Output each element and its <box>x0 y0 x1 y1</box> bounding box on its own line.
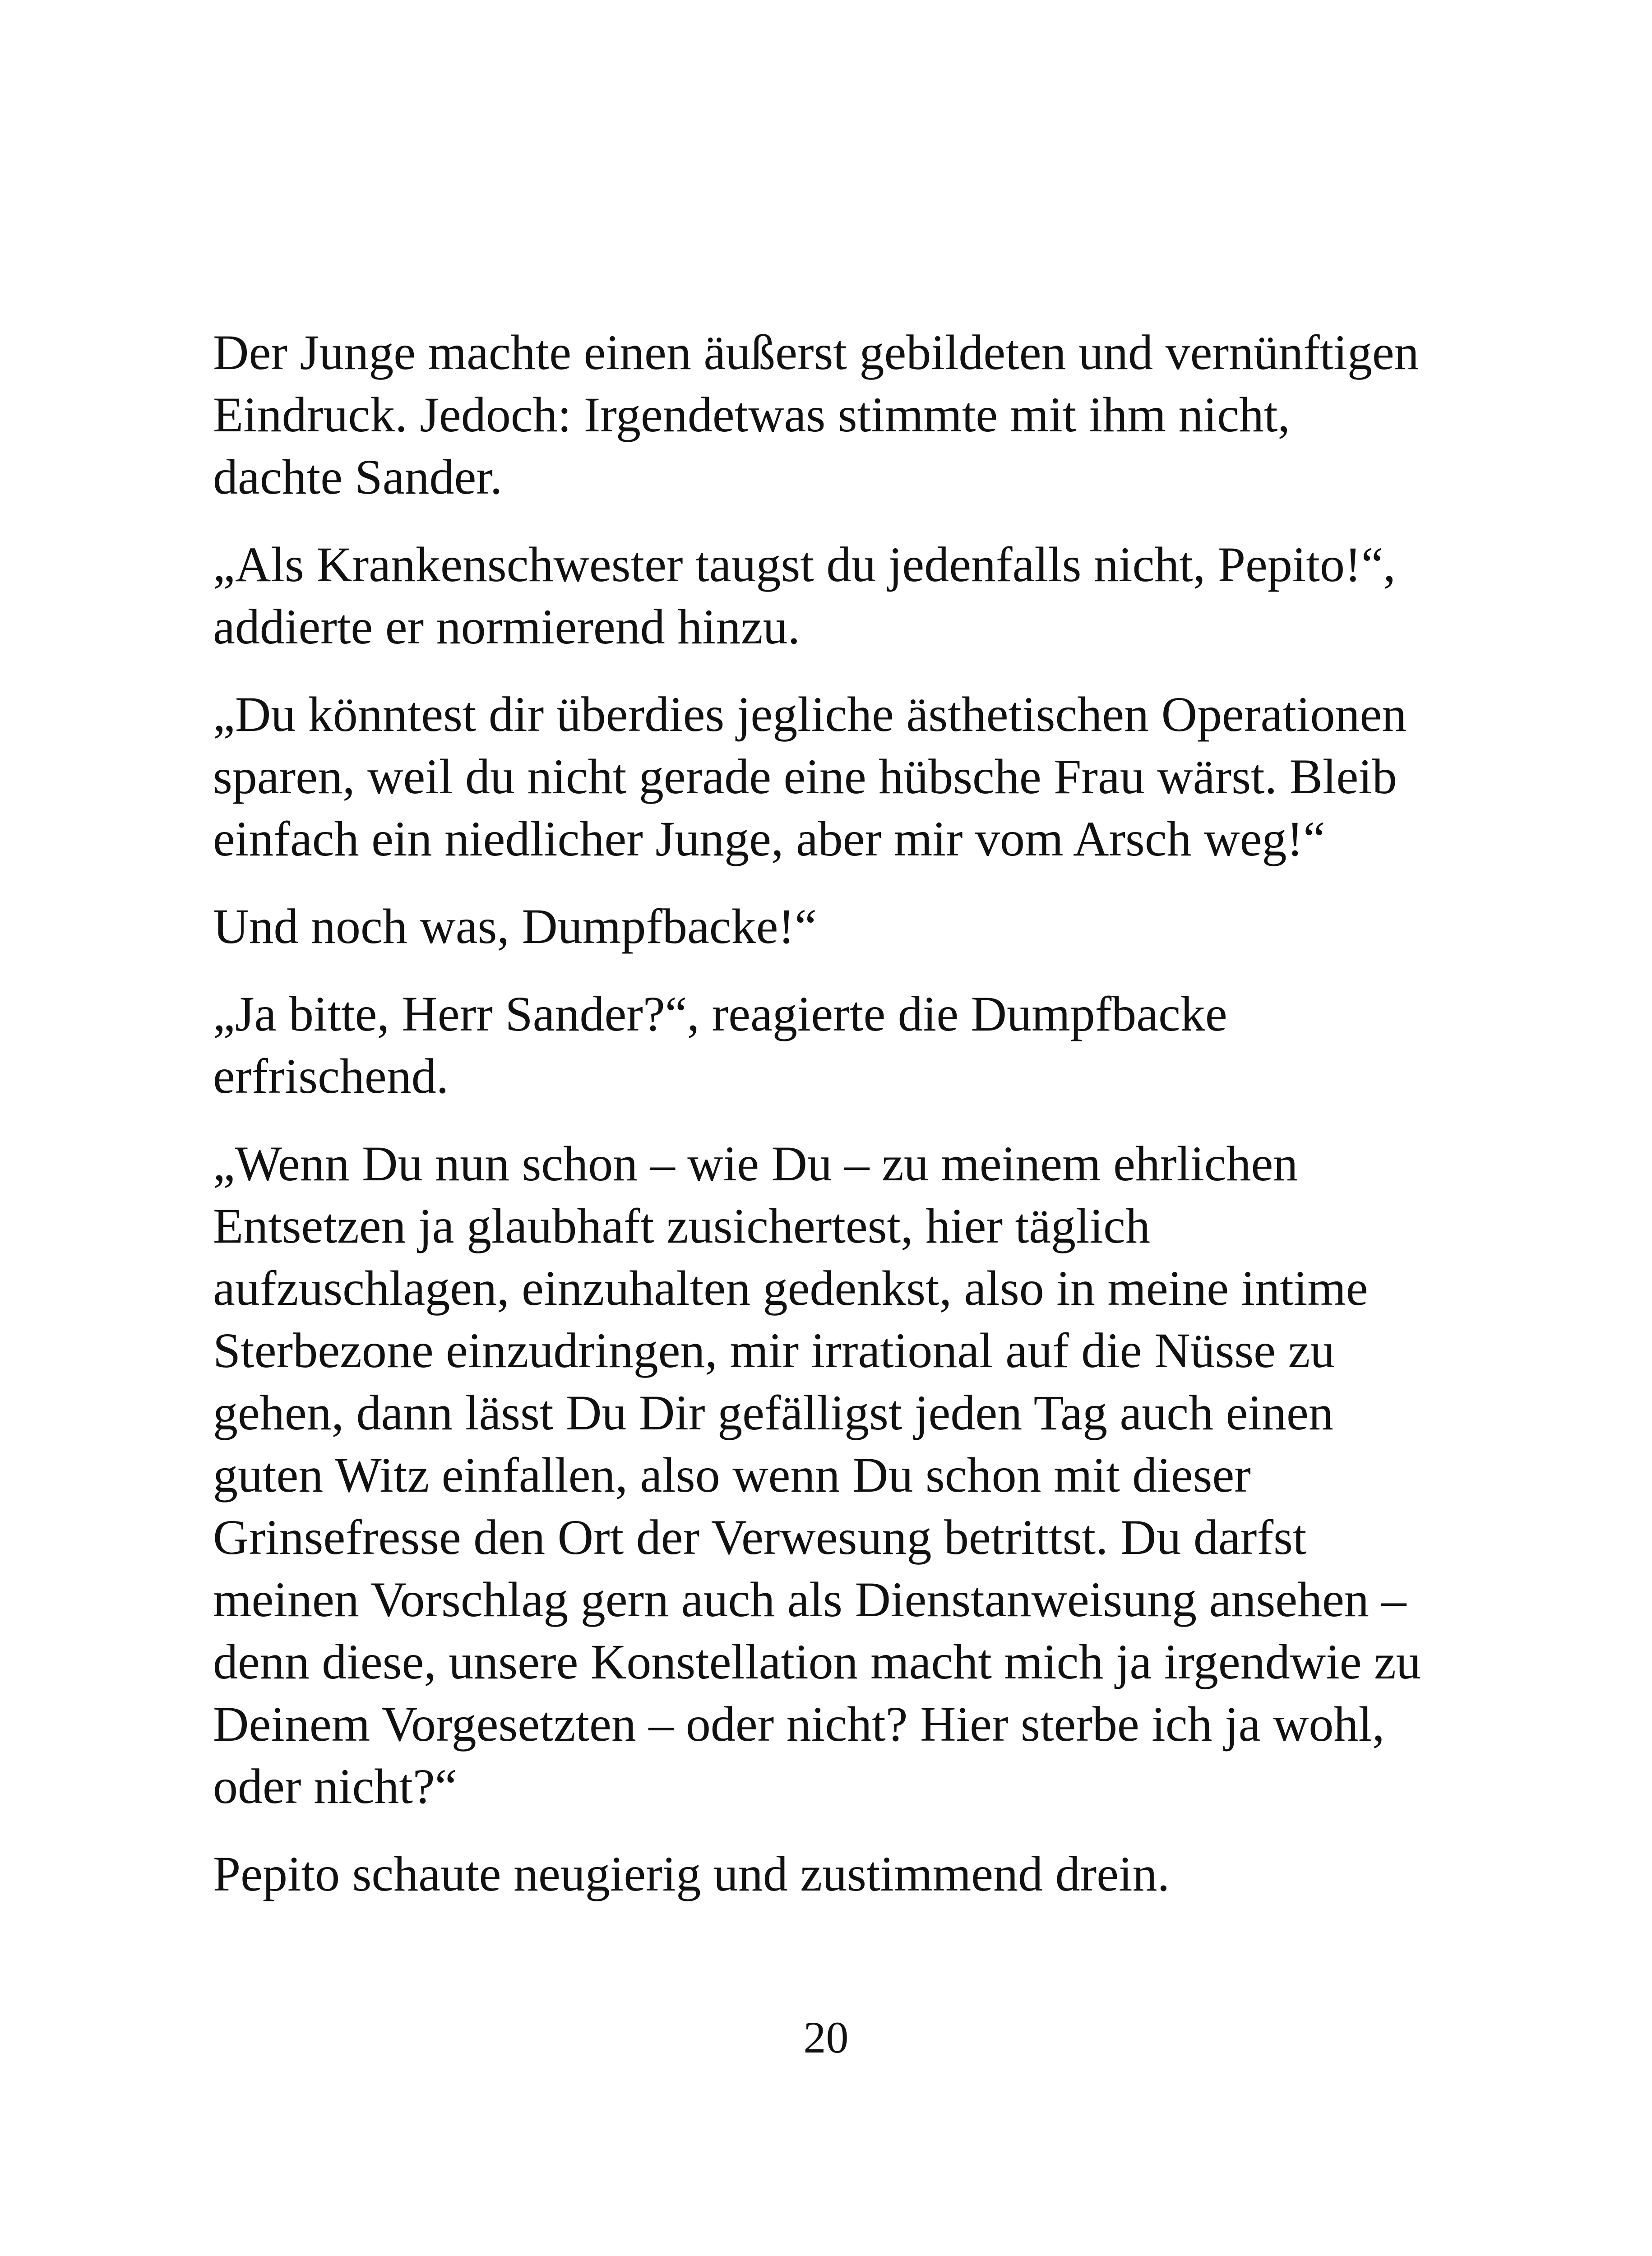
text-line: einfach ein niedlicher Junge, aber mir vom Arsch weg!“ <box>213 811 1325 866</box>
text-line: Sterbezone einzudringen, mir irrational auf die Nüsse zu <box>213 1323 1335 1378</box>
text-line: dachte Sander. <box>213 449 503 504</box>
paragraph <box>213 321 1504 508</box>
text-line: Der Junge machte einen äußerst gebildeten und vernünftigen <box>213 325 1419 380</box>
text-line: „Ja bitte, Herr Sander?“, reagierte die Dumpfbacke <box>213 986 1227 1041</box>
text-line: Pepito schaute neugierig und zustimmend drein. <box>213 1846 1170 1901</box>
body-text <box>213 321 1504 1930</box>
paragraph <box>213 1133 1504 1817</box>
paragraph <box>213 533 1504 658</box>
text-line: „Du könntest dir überdies jegliche ästhetischen Operationen <box>213 687 1407 742</box>
text-line: aufzuschlagen, einzuhalten gedenkst, also in meine intime <box>213 1261 1368 1316</box>
paragraph <box>213 1843 1504 1905</box>
text-line: meinen Vorschlag gern auch als Dienstanweisung ansehen – <box>213 1572 1407 1627</box>
text-line: guten Witz einfallen, also wenn Du schon mit dieser <box>213 1447 1251 1502</box>
text-line: sparen, weil du nicht gerade eine hübsche Frau wärst. Bleib <box>213 749 1397 804</box>
text-line: „Wenn Du nun schon – wie Du – zu meinem ehrlichen <box>213 1136 1298 1191</box>
text-line: Und noch was, Dumpfbacke!“ <box>213 899 817 954</box>
text-line: „Als Krankenschwester taugst du jedenfalls nicht, Pepito!“, <box>213 537 1396 592</box>
text-line: Eindruck. Jedoch: Irgendetwas stimmte mit ihm nicht, <box>213 387 1290 442</box>
paragraph <box>213 895 1504 957</box>
text-line: oder nicht?“ <box>213 1759 457 1814</box>
text-line: addierte er normierend hinzu. <box>213 599 801 654</box>
text-line: Deinem Vorgesetzten – oder nicht? Hier sterbe ich ja wohl, <box>213 1697 1385 1752</box>
page-number: 20 <box>803 2012 849 2062</box>
paragraph <box>213 683 1504 870</box>
text-line: Grinsefresse den Ort der Verwesung betrittst. Du darfst <box>213 1510 1307 1565</box>
text-line: erfrischend. <box>213 1049 449 1104</box>
paragraph <box>213 983 1504 1107</box>
text-line: denn diese, unsere Konstellation macht mich ja irgendwie zu <box>213 1634 1421 1689</box>
text-line: Entsetzen ja glaubhaft zusichertest, hier täglich <box>213 1198 1150 1253</box>
text-line: gehen, dann lässt Du Dir gefälligst jeden Tag auch einen <box>213 1385 1333 1440</box>
